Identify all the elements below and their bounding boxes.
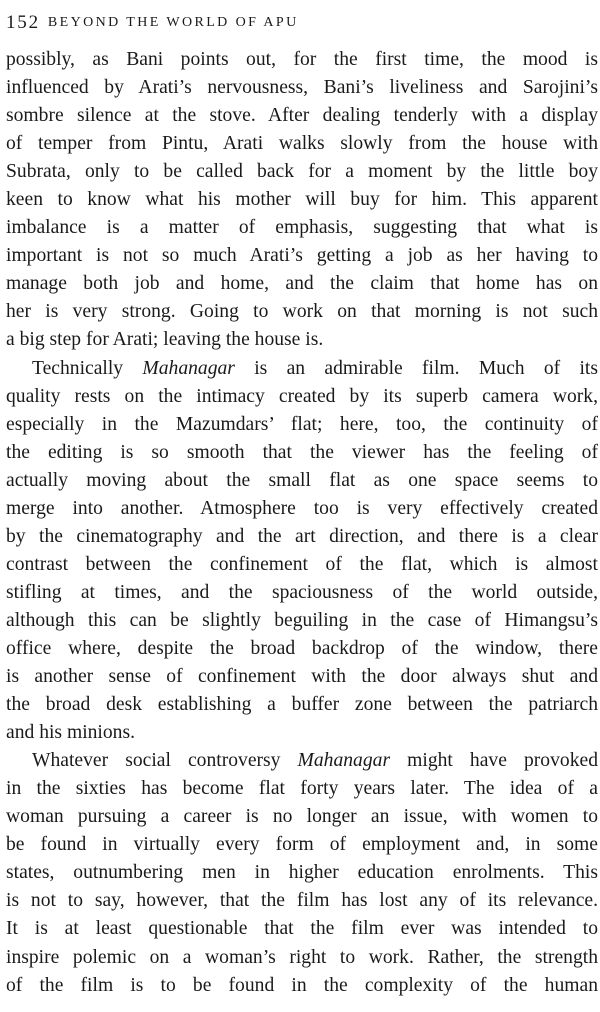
- text-line: is another sense of confinement with the door always shut and: [6, 666, 598, 688]
- text-line: Technically Mahanagar is an admirable film. Much of its: [32, 357, 598, 379]
- paragraph: [6, 46, 598, 355]
- text-line: inspire polemic on a woman’s right to work. Rather, the strength: [6, 946, 598, 968]
- text-line: especially in the Mazumdars’ flat; here, too, the continuity of: [6, 413, 598, 435]
- text-line: a big step for Arati; leaving the house is.: [6, 329, 324, 351]
- paragraph: [6, 747, 598, 999]
- text-line: in the sixties has become flat forty years later. The idea of a: [6, 778, 598, 800]
- text-line: the editing is so smooth that the viewer has the feeling of: [6, 441, 598, 463]
- book-title: BEYOND THE WORLD OF APU: [47, 15, 299, 30]
- book-page: [6, 0, 598, 1012]
- text-line: influenced by Arati’s nervousness, Bani’s liveliness and Sarojini’s: [6, 77, 598, 99]
- text-line: Whatever social controversy Mahanagar might have provoked: [32, 750, 598, 772]
- text-line: be found in virtually every form of employment and, in some: [6, 834, 598, 856]
- text-line: by the cinematography and the art direction, and there is a clear: [6, 525, 598, 547]
- page-number: 152: [6, 12, 40, 33]
- text-line: and his minions.: [6, 722, 135, 744]
- text-line: states, outnumbering men in higher education enrolments. This: [6, 862, 598, 884]
- text-line: important is not so much Arati’s getting a job as her having to: [6, 245, 598, 267]
- text-line: office where, despite the broad backdrop of the window, there: [6, 637, 598, 659]
- text-line: manage both job and home, and the claim that home has on: [6, 273, 598, 295]
- text-line: actually moving about the small flat as one space seems to: [6, 469, 598, 491]
- text-line: although this can be slightly beguiling in the case of Himangsu’s: [6, 609, 598, 631]
- paragraph: [6, 355, 598, 748]
- text-line: imbalance is a matter of emphasis, suggesting that what is: [6, 217, 598, 239]
- text-line: sombre silence at the stove. After dealing tenderly with a display: [6, 105, 598, 127]
- text-line: It is at least questionable that the film ever was intended to: [6, 918, 598, 940]
- text-line: of temper from Pintu, Arati walks slowly from the house with: [6, 133, 598, 155]
- text-line: keen to know what his mother will buy for him. This apparent: [6, 189, 598, 211]
- body-text: [6, 46, 598, 1000]
- text-line: is not to say, however, that the film has lost any of its relevance.: [6, 890, 598, 912]
- text-line: merge into another. Atmosphere too is very effectively created: [6, 497, 598, 519]
- text-line: quality rests on the intimacy created by its superb camera work,: [6, 385, 598, 407]
- text-line: of the film is to be found in the complexity of the human: [6, 974, 598, 996]
- text-line: possibly, as Bani points out, for the first time, the mood is: [6, 49, 598, 70]
- text-line: woman pursuing a career is no longer an issue, with women to: [6, 806, 598, 828]
- film-title: Mahanagar: [297, 750, 391, 772]
- film-title: Mahanagar: [142, 357, 235, 379]
- text-line: stifling at times, and the spaciousness of the world outside,: [6, 581, 598, 603]
- text-line: her is very strong. Going to work on that morning is not such: [6, 301, 598, 323]
- text-line: contrast between the confinement of the flat, which is almost: [6, 553, 598, 575]
- text-line: the broad desk establishing a buffer zone between the patriarch: [6, 694, 598, 716]
- text-line: Subrata, only to be called back for a moment by the little boy: [6, 161, 598, 183]
- running-head: [6, 0, 598, 34]
